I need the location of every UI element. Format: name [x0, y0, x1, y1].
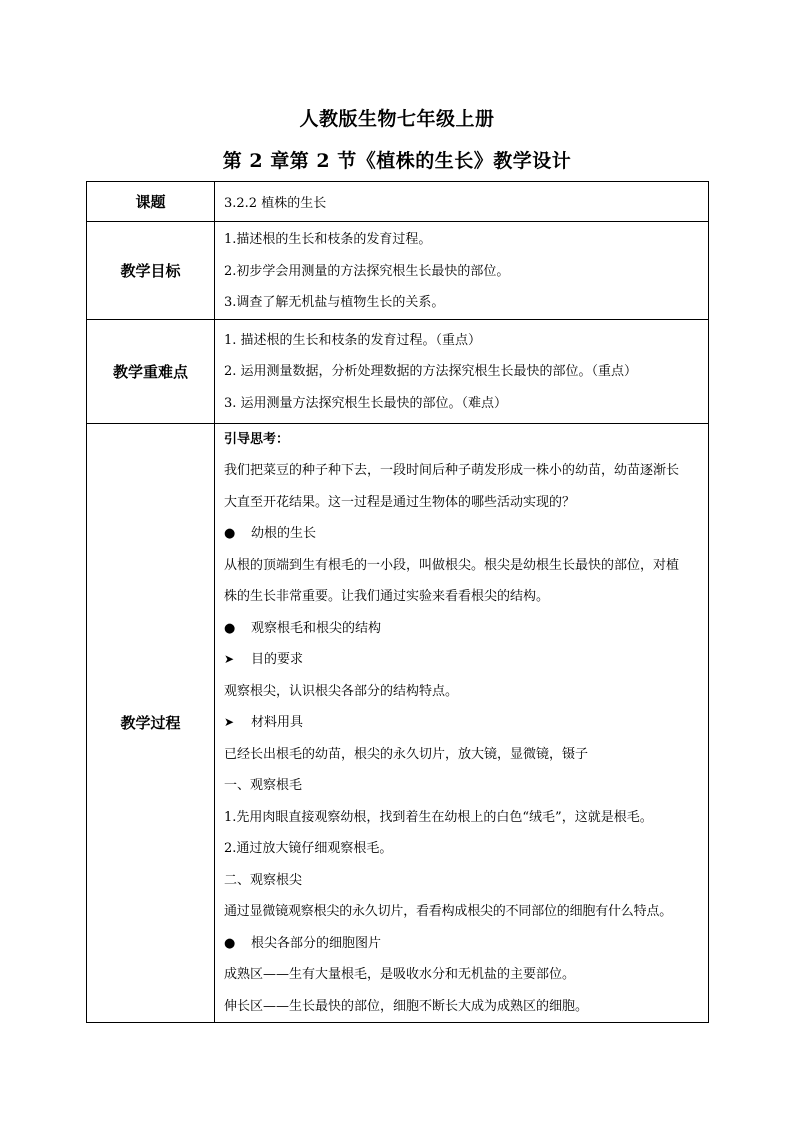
arrow-text: 目的要求: [251, 652, 304, 667]
table-row-goals: [87, 222, 709, 320]
paragraph-line: 伸长区——生长最快的部位，细胞不断长大成为成熟区的细胞。: [224, 998, 589, 1014]
process-heading: 引导思考：: [224, 431, 290, 447]
key-point-item: 1. 描述根的生长和枝条的发育过程。（重点）: [224, 332, 482, 348]
bullet-item: [224, 928, 702, 960]
bullet-text: 幼根的生长: [251, 526, 317, 541]
arrow-item: [224, 707, 702, 739]
arrow-icon: ➤: [224, 652, 235, 666]
paragraph-line: 观察根尖，认识根尖各部分的结构特点。: [224, 683, 459, 699]
section-heading: 一、观察根毛: [224, 778, 303, 793]
table-row-key-points: [87, 319, 709, 423]
paragraph-line: 株的生长非常重要。让我们通过实验来看看根尖的结构。: [224, 589, 550, 604]
goals-cell: [215, 222, 709, 320]
topic-value-cell: [215, 182, 709, 222]
key-points-cell: [215, 319, 709, 423]
goal-item: 1.描述根的生长和枝条的发育过程。: [224, 232, 432, 247]
bullet-item: [224, 613, 702, 645]
bullet-icon: ●: [224, 620, 236, 636]
paragraph-line: 大直至开花结果。这一过程是通过生物体的哪些活动实现的？: [224, 494, 576, 510]
section-heading: 二、观察根尖: [224, 872, 303, 888]
document-title: 人教版生物七年级上册: [299, 108, 495, 130]
arrow-text: 材料用具: [251, 715, 304, 730]
document-subtitle: 第 2 章第 2 节《植株的生长》教学设计: [222, 150, 572, 172]
arrow-icon: ➤: [224, 715, 235, 729]
lesson-plan-table: [86, 181, 709, 1023]
process-label: 教学过程: [87, 423, 215, 1023]
topic-value: 3.2.2 植株的生长: [224, 196, 327, 211]
arrow-item: [224, 644, 702, 676]
bullet-icon: ●: [224, 935, 236, 951]
key-point-item: 3. 运用测量方法探究根生长最快的部位。（难点）: [224, 395, 508, 411]
paragraph-line: 成熟区——生有大量根毛，是吸收水分和无机盐的主要部位。: [224, 967, 576, 982]
paragraph-line: 通过显微镜观察根尖的永久切片，看看构成根尖的不同部位的细胞有什么特点。: [224, 904, 673, 919]
key-point-item: 2. 运用测量数据，分析处理数据的方法探究根生长最快的部位。（重点）: [224, 364, 638, 379]
bullet-item: [224, 518, 702, 550]
key-points-label: 教学重难点: [87, 319, 215, 423]
bullet-text: 观察根毛和根尖的结构: [251, 620, 382, 636]
bullet-text: 根尖各部分的细胞图片: [251, 935, 382, 951]
goals-label: 教学目标: [87, 222, 215, 320]
paragraph-line: 从根的顶端到生有根毛的一小段，叫做根尖。根尖是幼根生长最快的部位，对植: [224, 557, 680, 573]
process-cell: [215, 423, 709, 1023]
bullet-icon: ●: [224, 526, 236, 541]
paragraph-line: 1.先用肉眼直接观察幼根，找到着生在幼根上的白色“绒毛”，这就是根毛。: [224, 809, 653, 825]
paragraph-line: 我们把菜豆的种子种下去，一段时间后种子萌发形成一株小的幼苗，幼苗逐渐长: [224, 463, 680, 478]
paragraph-line: 2.通过放大镜仔细观察根毛。: [224, 841, 393, 856]
topic-label: 课题: [87, 182, 215, 222]
goal-item: 2.初步学会用测量的方法探究根生长最快的部位。: [224, 263, 510, 279]
table-row-process: [87, 423, 709, 1023]
table-row-topic: [87, 182, 709, 222]
paragraph-line: 已经长出根毛的幼苗，根尖的永久切片，放大镜，显微镜，镊子: [224, 746, 589, 762]
goal-item: 3.调查了解无机盐与植物生长的关系。: [224, 295, 445, 310]
